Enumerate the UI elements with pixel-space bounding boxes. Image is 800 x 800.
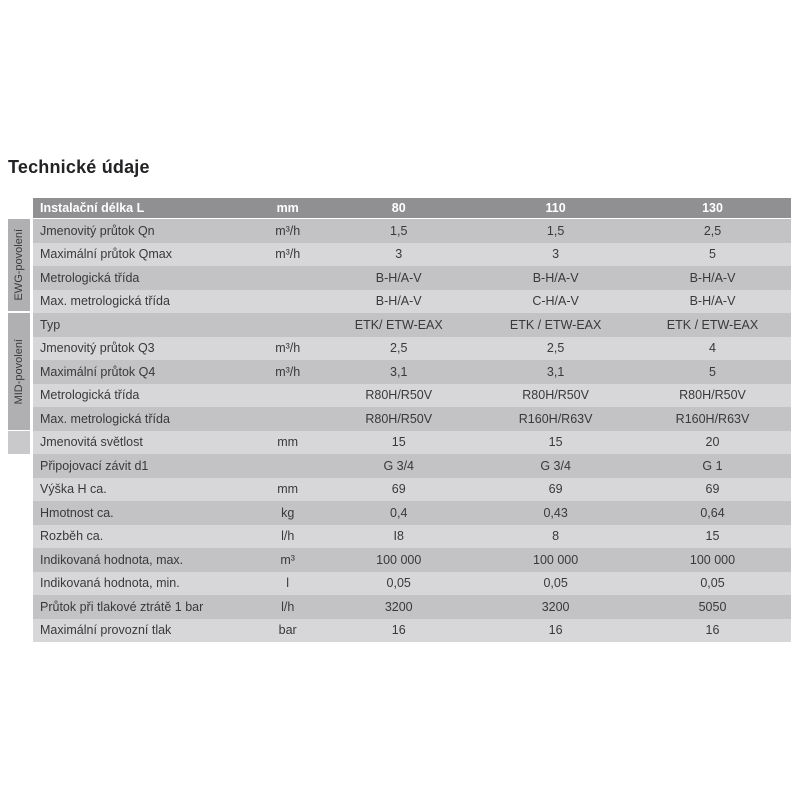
- row-value: 4: [709, 341, 716, 356]
- group-ewg: [8, 219, 30, 313]
- row-label: Rozběh ca.: [40, 529, 104, 544]
- row-unit: l/h: [281, 529, 295, 544]
- row-value: 2,5: [546, 341, 565, 356]
- row-label: Max. metrologická třída: [40, 294, 170, 309]
- row-value: 0,05: [543, 576, 568, 591]
- row-label: Maximální průtok Qmax: [40, 247, 172, 262]
- row-value: G 3/4: [540, 458, 571, 473]
- row-value: B-H/A-V: [689, 270, 736, 285]
- row-value: R80H/R50V: [679, 388, 746, 403]
- row-value: 1,5: [546, 223, 565, 238]
- table-row: [33, 548, 791, 572]
- row-unit: mm: [277, 482, 299, 497]
- row-value: I8: [393, 529, 404, 544]
- table-row: [33, 266, 791, 290]
- row-value: ETK/ ETW-EAX: [354, 317, 443, 332]
- row-label: Maximální průtok Q4: [40, 364, 156, 379]
- row-value: 15: [548, 435, 563, 450]
- row-label: Maximální provozní tlak: [40, 623, 172, 638]
- row-value: 69: [391, 482, 406, 497]
- header-col-80: 80: [391, 201, 406, 215]
- table-row: [33, 384, 791, 408]
- row-unit: mm: [277, 435, 299, 450]
- row-value: 15: [391, 435, 406, 450]
- table-row: [33, 290, 791, 314]
- row-unit: m³/h: [275, 247, 301, 262]
- row-value: 0,43: [543, 505, 568, 520]
- row-value: 3200: [384, 599, 413, 614]
- row-value: R80H/R50V: [365, 411, 433, 426]
- row-value: B-H/A-V: [375, 294, 422, 309]
- row-value: 3,1: [546, 364, 565, 379]
- row-label: Indikovaná hodnota, max.: [40, 552, 184, 567]
- group-mid: [8, 313, 30, 431]
- row-value: 16: [705, 623, 720, 638]
- row-value: 16: [391, 623, 406, 638]
- table-row: [33, 313, 791, 337]
- row-value: R80H/R50V: [522, 388, 589, 403]
- table-row: [33, 337, 791, 361]
- row-label: Průtok při tlakové ztrátě 1 bar: [40, 599, 204, 614]
- row-label: Výška H ca.: [40, 482, 107, 497]
- row-unit: m³/h: [275, 341, 301, 356]
- table-row: [33, 219, 791, 243]
- row-value: 69: [705, 482, 720, 497]
- table-row: [33, 525, 791, 549]
- row-unit: m³: [280, 552, 295, 567]
- row-value: C-H/A-V: [532, 294, 579, 309]
- row-label: Max. metrologická třída: [40, 411, 170, 426]
- row-value: 0,05: [700, 576, 725, 591]
- row-label: Jmenovitá světlost: [40, 435, 143, 450]
- row-value: 5: [709, 247, 716, 262]
- row-value: 8: [552, 529, 560, 544]
- table-row: [33, 407, 791, 431]
- row-unit: bar: [278, 623, 297, 638]
- row-value: 69: [548, 482, 563, 497]
- table-row: [33, 360, 791, 384]
- row-value: 0,64: [700, 505, 725, 520]
- row-value: 20: [705, 435, 720, 450]
- table-row: [33, 431, 791, 455]
- row-unit: l/h: [281, 599, 295, 614]
- row-value: 0,4: [390, 505, 408, 520]
- table-row: [33, 595, 791, 619]
- row-value: 2,5: [390, 341, 408, 356]
- group-spacer: [8, 431, 30, 455]
- row-value: 100 000: [376, 552, 422, 567]
- row-unit: m³/h: [275, 364, 301, 379]
- row-label: Jmenovitý průtok Qn: [40, 223, 155, 238]
- row-label: Metrologická třída: [40, 270, 140, 285]
- row-value: 0,05: [386, 576, 411, 591]
- row-value: 2,5: [703, 223, 722, 238]
- row-value: R80H/R50V: [365, 388, 433, 403]
- row-value: B-H/A-V: [375, 270, 422, 285]
- row-value: R160H/R63V: [675, 411, 750, 426]
- row-value: 3200: [541, 599, 570, 614]
- group-ewg-label: EWG-povolení: [13, 229, 25, 301]
- table-row: [33, 478, 791, 502]
- row-value: R160H/R63V: [518, 411, 593, 426]
- row-unit: m³/h: [275, 223, 301, 238]
- table-row: [33, 619, 791, 643]
- table-rows: [33, 219, 791, 642]
- row-value: 3,1: [390, 364, 408, 379]
- group-sidebar: [8, 219, 30, 642]
- row-value: 3: [395, 247, 403, 262]
- row-unit: l: [286, 576, 290, 591]
- row-value: 16: [548, 623, 563, 638]
- row-value: ETK / ETW-EAX: [509, 317, 602, 332]
- header-label-cell: Instalační délka L: [40, 201, 145, 215]
- group-mid-label: MID-povolení: [13, 338, 25, 404]
- row-value: 5050: [698, 599, 727, 614]
- table-row: [33, 501, 791, 525]
- header-col-130: 130: [702, 201, 723, 215]
- row-value: 1,5: [390, 223, 408, 238]
- row-value: 100 000: [533, 552, 579, 567]
- table-body: [8, 219, 791, 642]
- header-col-110: 110: [545, 201, 566, 215]
- technical-data-table: [8, 198, 791, 642]
- row-label: Připojovací závit d1: [40, 458, 149, 473]
- row-value: 100 000: [689, 552, 736, 567]
- row-label: Jmenovitý průtok Q3: [40, 341, 155, 356]
- row-label: Typ: [40, 317, 61, 332]
- row-value: B-H/A-V: [689, 294, 736, 309]
- row-value: 3: [552, 247, 560, 262]
- page-title: Technické údaje: [8, 157, 150, 177]
- table-row: [33, 454, 791, 478]
- row-label: Indikovaná hodnota, min.: [40, 576, 180, 591]
- header-unit-cell: mm: [276, 201, 299, 215]
- row-label: Metrologická třída: [40, 388, 140, 403]
- table-header-row: [33, 198, 791, 219]
- row-value: G 1: [702, 458, 723, 473]
- row-label: Hmotnost ca.: [40, 505, 114, 520]
- row-value: B-H/A-V: [532, 270, 579, 285]
- row-value: 5: [709, 364, 716, 379]
- row-value: ETK / ETW-EAX: [666, 317, 759, 332]
- row-unit: kg: [281, 505, 295, 520]
- row-value: 15: [705, 529, 720, 544]
- table-row: [33, 243, 791, 267]
- table-row: [33, 572, 791, 596]
- row-value: G 3/4: [383, 458, 415, 473]
